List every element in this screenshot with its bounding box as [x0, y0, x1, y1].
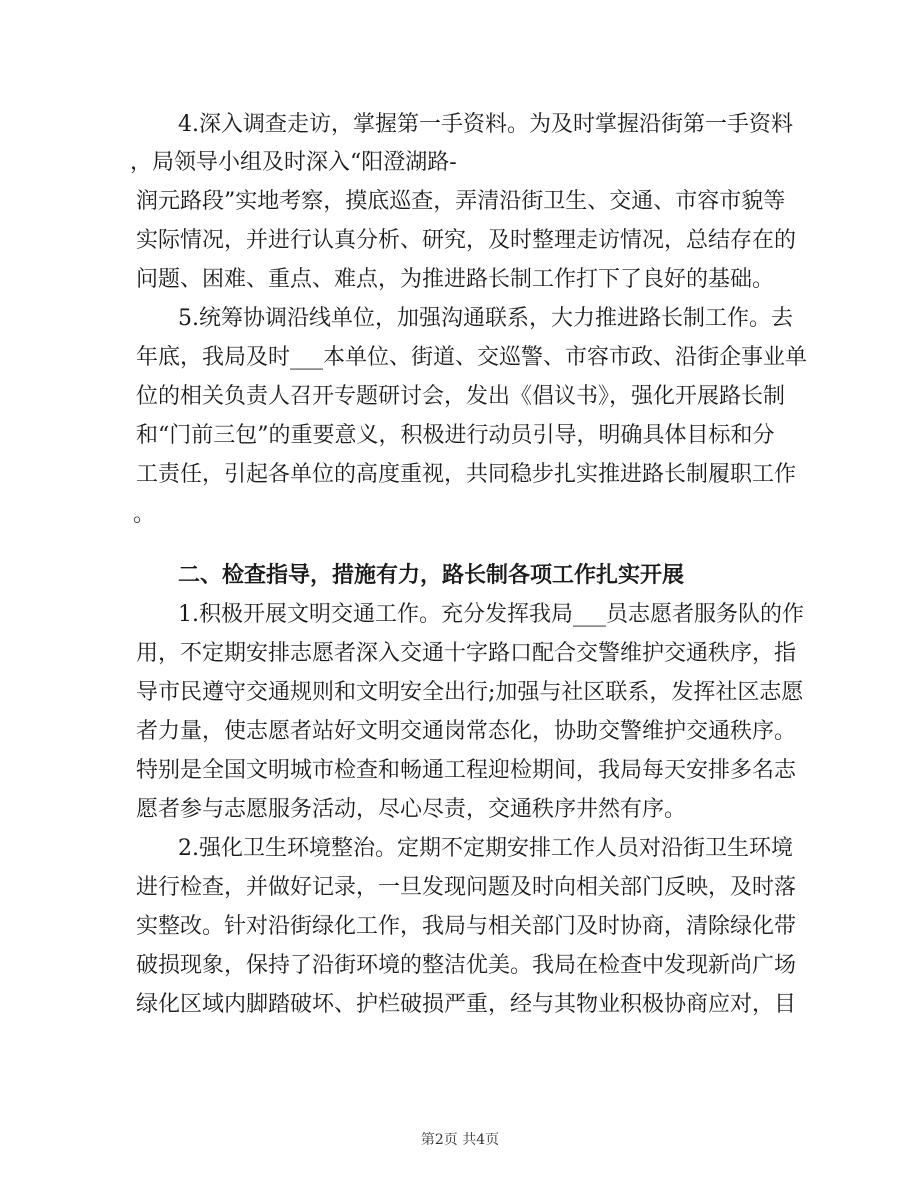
- paragraph-4-line-5: 问题、困难、重点、难点，为推进路长制工作打下了良好的基础。: [136, 267, 775, 292]
- paragraph-1-line-1: 1.积极开展文明交通工作。充分发挥我局___员志愿者服务队的作: [178, 602, 804, 627]
- paragraph-1-line-4: 者力量，使志愿者站好文明交通岗常态化，协助交警维护交通秩序。: [136, 719, 797, 744]
- paragraph-4-line-1: 4.深入调查走访，掌握第一手资料。为及时掌握沿街第一手资料: [178, 112, 793, 137]
- paragraph-5-line-3: 位的相关负责人召开专题研讨会，发出《倡议书》，强化开展路长制: [136, 384, 786, 409]
- paragraph-4-line-2: ，局领导小组及时深入“阳澄湖路-: [130, 150, 457, 175]
- paragraph-1-line-5: 特别是全国文明城市检查和畅通工程迎检期间，我局每天安排多名志: [136, 758, 797, 783]
- paragraph-4-line-4: 实际情况，并进行认真分析、研究，及时整理走访情况，总结存在的: [136, 228, 797, 253]
- paragraph-1-line-3: 导市民遵守交通规则和文明安全出行;加强与社区联系，发挥社区志愿: [136, 680, 804, 705]
- paragraph-2-line-1: 2.强化卫生环境整治。定期不定期安排工作人员对沿街卫生环境: [178, 836, 793, 861]
- paragraph-4-line-3: 润元路段”实地考察，摸底巡查，弄清沿街卫生、交通、市容市貌等: [136, 189, 786, 214]
- paragraph-5-line-5: 工责任，引起各单位的高度重视，共同稳步扎实推进路长制履职工作: [136, 462, 797, 487]
- section-heading: 二、检查指导，措施有力，路长制各项工作扎实开展: [178, 562, 685, 588]
- paragraph-1-line-2: 用，不定期安排志愿者深入交通十字路口配合交警维护交通秩序，指: [136, 641, 797, 666]
- paragraph-2-line-2: 进行检查，并做好记录，一旦发现问题及时向相关部门反映，及时落: [136, 875, 797, 900]
- paragraph-5-line-4: 和“门前三包”的重要意义，积极进行动员引导，明确具体目标和分: [136, 423, 775, 448]
- paragraph-2-line-4: 破损现象，保持了沿街环境的整洁优美。我局在检查中发现新尚广场: [136, 953, 797, 978]
- paragraph-2-line-3: 实整改。针对沿街绿化工作，我局与相关部门及时协商，清除绿化带: [136, 914, 797, 939]
- paragraph-5-line-6: 。: [133, 502, 156, 527]
- paragraph-5-line-1: 5.统筹协调沿线单位，加强沟通联系，大力推进路长制工作。去: [178, 306, 793, 331]
- paragraph-5-line-2: 年底，我局及时___本单位、街道、交巡警、市容市政、沿街企事业单: [136, 345, 808, 370]
- paragraph-2-line-5: 绿化区域内脚踏破坏、护栏破损严重，经与其物业积极协商应对，目: [136, 992, 797, 1017]
- paragraph-1-line-6: 愿者参与志愿服务活动，尽心尽责，交通秩序井然有序。: [136, 797, 687, 822]
- page-number-footer: 第2页 共4页: [420, 1132, 500, 1148]
